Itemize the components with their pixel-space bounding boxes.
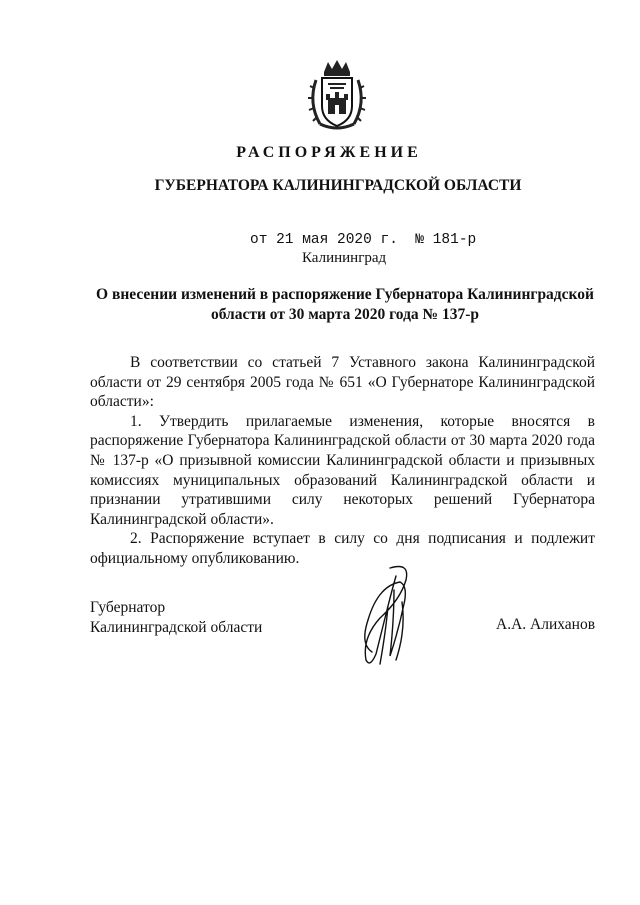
document-body bbox=[90, 353, 595, 569]
item-2-paragraph: 2. Распоряжение вступает в силу со дня подписания и подлежит официальному опубликованию. bbox=[90, 530, 595, 567]
signatory-position-line2: Калининградской области bbox=[90, 618, 263, 636]
document-city: Калининград bbox=[302, 250, 387, 266]
handwritten-signature bbox=[350, 560, 420, 670]
document-date-number: от 21 мая 2020 г. № 181-р bbox=[250, 232, 477, 248]
document-type: РАСПОРЯЖЕНИЕ bbox=[236, 144, 422, 161]
signatory-position bbox=[90, 598, 262, 637]
date-number-block bbox=[250, 232, 476, 267]
signatory-position-line1: Губернатор bbox=[90, 599, 166, 616]
signatory-name: А.А. Алиханов bbox=[496, 616, 596, 633]
preamble-paragraph: В соответствии со статьей 7 Уставного закона Калининградской области от 29 сентября 2005 года № 651 «О Губернаторе Калининградской области»: bbox=[90, 354, 595, 411]
coat-of-arms-icon bbox=[306, 58, 368, 134]
document-title: О внесении изменений в распоряжение Губернатора Калининградской области от 30 марта 2020 года № 137-р bbox=[96, 286, 594, 323]
item-1-paragraph: 1. Утвердить прилагаемые изменения, которые вносятся в распоряжение Губернатора Калининградской области от 30 марта 2020 года № 137-р «О призывной комиссии Калининградской области и призывных комиссиях муниципальных образований Калининградской области и признании утратившими силу некоторых решений Губернатора Калининградской области». bbox=[90, 412, 595, 528]
document-issuer: ГУБЕРНАТОРА КАЛИНИНГРАДСКОЙ ОБЛАСТИ bbox=[154, 177, 522, 194]
